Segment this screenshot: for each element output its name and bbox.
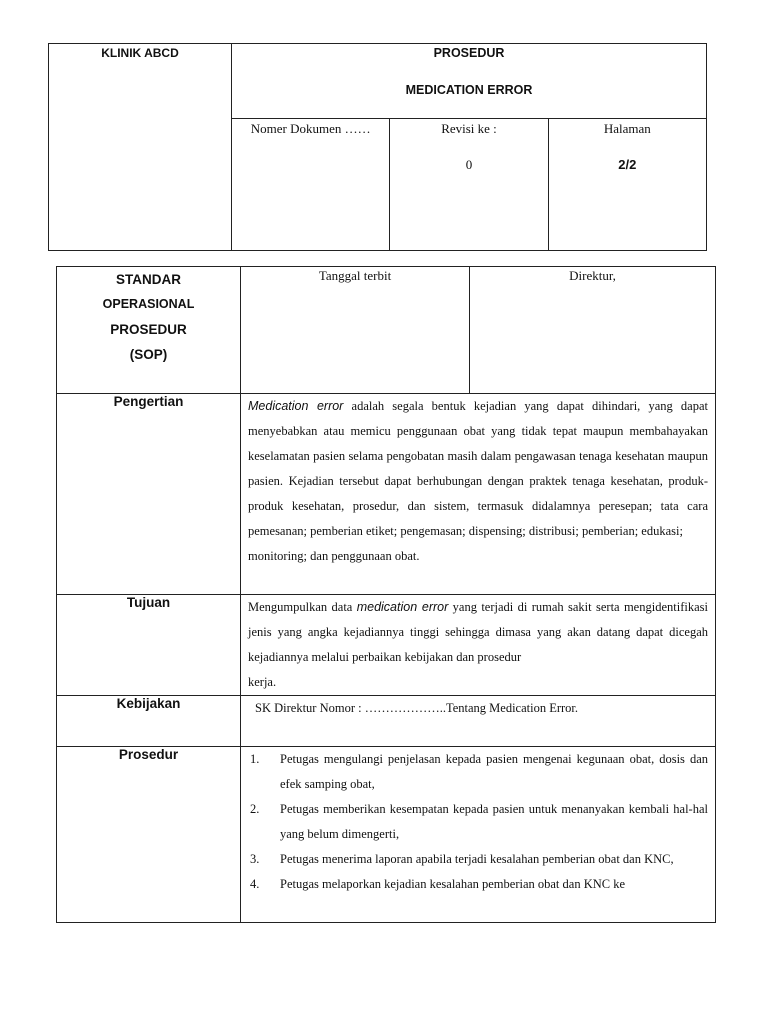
procedure-title: PROSEDUR bbox=[433, 46, 505, 60]
sop-main-table bbox=[56, 266, 716, 923]
director-cell bbox=[470, 267, 716, 394]
pengertian-label-cell bbox=[57, 394, 241, 595]
kebijakan-label-cell bbox=[57, 696, 241, 747]
tujuan-term: medication error bbox=[356, 600, 449, 614]
step-number: 1. bbox=[250, 752, 260, 766]
prosedur-step bbox=[248, 747, 708, 797]
director-label: Direktur, bbox=[569, 268, 616, 283]
clinic-name-cell bbox=[49, 44, 232, 251]
prosedur-step bbox=[248, 797, 708, 847]
kebijakan-label: Kebijakan bbox=[116, 696, 181, 711]
procedure-title-cell bbox=[232, 44, 707, 119]
tujuan-text-after: yang terjadi di rumah sakit serta mengidentifikasi jenis yang angka kejadiannya tinggi sehingga dimasa yang akan datang dapat dicegah kejadiannya melalui perbaikan kebijakan dan prosedur bbox=[248, 600, 708, 664]
sop-label-line-3: PROSEDUR bbox=[110, 322, 187, 337]
step-number: 4. bbox=[250, 877, 260, 891]
prosedur-step-list bbox=[248, 747, 708, 897]
revision-cell bbox=[390, 119, 548, 251]
document-number-label: Nomer Dokumen …… bbox=[250, 121, 371, 136]
kebijakan-text: SK Direktur Nomor : ………………..Tentang Medication Error. bbox=[255, 701, 579, 715]
revision-value: 0 bbox=[465, 157, 473, 172]
kebijakan-content bbox=[241, 696, 716, 747]
page-cell bbox=[548, 119, 706, 251]
document-header-table bbox=[48, 43, 707, 251]
step-number: 3. bbox=[250, 852, 260, 866]
sop-label-line-4: (SOP) bbox=[129, 347, 168, 362]
procedure-subtitle: MEDICATION ERROR bbox=[405, 83, 533, 97]
pengertian-term: Medication error bbox=[248, 399, 344, 413]
page-label: Halaman bbox=[603, 121, 651, 136]
prosedur-label: Prosedur bbox=[118, 747, 179, 762]
prosedur-content bbox=[241, 747, 716, 923]
prosedur-label-cell bbox=[57, 747, 241, 923]
step-text: Petugas menerima laporan apabila terjadi kesalahan pemberian obat dan KNC, bbox=[280, 852, 674, 866]
pengertian-content bbox=[241, 394, 716, 595]
pengertian-last-line: monitoring; dan penggunaan obat. bbox=[248, 549, 420, 563]
issue-date-cell bbox=[241, 267, 470, 394]
tujuan-label: Tujuan bbox=[126, 595, 171, 610]
clinic-name: KLINIK ABCD bbox=[101, 46, 179, 60]
sop-label-cell bbox=[57, 267, 241, 394]
pengertian-label: Pengertian bbox=[113, 394, 184, 409]
step-text: Petugas mengulangi penjelasan kepada pasien mengenai kegunaan obat, dosis dan efek samping obat, bbox=[280, 752, 708, 791]
tujuan-text-before: Mengumpulkan data bbox=[248, 600, 357, 614]
issue-date-label: Tanggal terbit bbox=[318, 268, 392, 283]
prosedur-step bbox=[248, 872, 708, 897]
sop-label-line-2: OPERASIONAL bbox=[102, 297, 195, 311]
prosedur-step bbox=[248, 847, 708, 872]
revision-label: Revisi ke : bbox=[441, 121, 497, 136]
pengertian-text: adalah segala bentuk kejadian yang dapat dihindari, yang dapat menyebabkan atau memicu penggunaan obat yang tidak tepat maupun membahayakan keselamatan pasien selama pengobatan masih dalam pengawasan tenaga kesehatan maupun pasien. Kejadian tersebut dapat berhubungan dengan praktek tenaga kesehatan, produk-produk kesehatan, prosedur, dan sistem, termasuk didalamnya peresepan; tata cara pemesanan; pemberian etiket; pengemasan; dispensing; distribusi; pemberian; edukasi; bbox=[248, 399, 708, 538]
step-number: 2. bbox=[250, 802, 260, 816]
tujuan-label-cell bbox=[57, 595, 241, 696]
page-value: 2/2 bbox=[618, 157, 637, 172]
document-number-cell bbox=[232, 119, 390, 251]
sop-label-line-1: STANDAR bbox=[116, 272, 181, 287]
step-text: Petugas memberikan kesempatan kepada pasien untuk menanyakan kembali hal-hal yang belum dimengerti, bbox=[280, 802, 708, 841]
tujuan-last-line: kerja. bbox=[248, 675, 277, 689]
tujuan-content bbox=[241, 595, 716, 696]
step-text: Petugas melaporkan kejadian kesalahan pemberian obat dan KNC ke bbox=[280, 877, 626, 891]
